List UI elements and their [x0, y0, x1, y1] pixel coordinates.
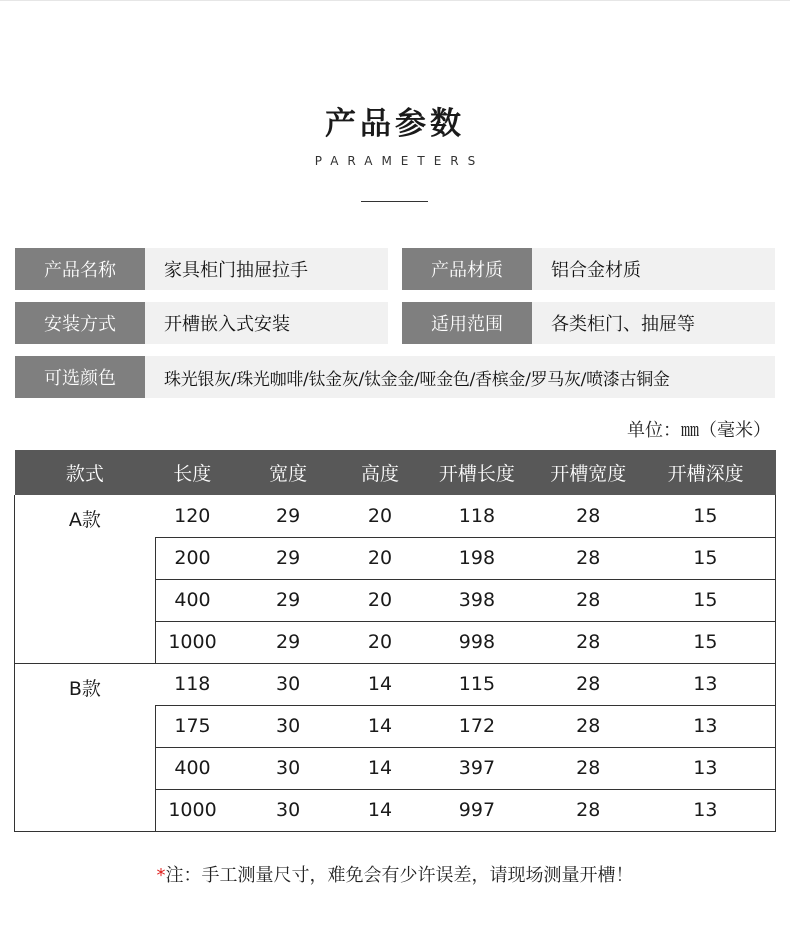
header-model: 款式 — [15, 450, 156, 495]
cell-slot-depth: 15 — [636, 621, 776, 663]
cell-length: 1000 — [155, 621, 229, 663]
cell-slot-width: 28 — [541, 495, 636, 537]
unit-label: 单位：㎜（毫米） — [627, 420, 771, 441]
cell-slot-length: 172 — [413, 705, 541, 747]
param-install-method — [15, 302, 388, 344]
page-subtitle: PARAMETERS — [314, 154, 485, 168]
cell-slot-length: 397 — [413, 747, 541, 789]
param-label: 安装方式 — [15, 302, 145, 344]
cell-slot-depth: 13 — [636, 747, 776, 789]
cell-length: 400 — [155, 579, 229, 621]
header-height: 高度 — [347, 450, 413, 495]
cell-slot-width: 28 — [541, 705, 636, 747]
cell-slot-length: 198 — [413, 537, 541, 579]
cell-length: 175 — [155, 705, 229, 747]
param-scope — [402, 302, 775, 344]
header-width: 宽度 — [229, 450, 347, 495]
cell-width: 29 — [229, 621, 347, 663]
cell-width: 29 — [229, 495, 347, 537]
cell-slot-depth: 15 — [636, 495, 776, 537]
cell-height: 20 — [347, 495, 413, 537]
cell-slot-width: 28 — [541, 663, 636, 705]
cell-slot-length: 118 — [413, 495, 541, 537]
cell-slot-depth: 13 — [636, 705, 776, 747]
cell-slot-length: 398 — [413, 579, 541, 621]
model-cell: A款 — [15, 495, 156, 663]
param-label: 产品名称 — [15, 248, 145, 290]
cell-slot-depth: 15 — [636, 537, 776, 579]
param-value: 各类柜门、抽屉等 — [532, 302, 775, 344]
param-value: 开槽嵌入式安装 — [145, 302, 388, 344]
cell-slot-length: 115 — [413, 663, 541, 705]
measurement-note — [0, 861, 790, 887]
param-value: 铝合金材质 — [532, 248, 775, 290]
param-value: 珠光银灰/珠光咖啡/钛金灰/钛金金/哑金色/香槟金/罗马灰/喷漆古铜金 — [145, 356, 775, 398]
cell-height: 14 — [347, 663, 413, 705]
cell-slot-width: 28 — [541, 537, 636, 579]
param-product-name — [15, 248, 388, 290]
cell-length: 120 — [155, 495, 229, 537]
cell-slot-width: 28 — [541, 621, 636, 663]
spec-table — [14, 450, 776, 832]
cell-length: 200 — [155, 537, 229, 579]
page-title: 产品参数 — [325, 106, 465, 142]
cell-height: 14 — [347, 789, 413, 831]
cell-height: 20 — [347, 579, 413, 621]
header-slot-depth: 开槽深度 — [636, 450, 776, 495]
header-slot-length: 开槽长度 — [413, 450, 541, 495]
cell-height: 20 — [347, 621, 413, 663]
top-divider — [0, 0, 790, 1]
param-colors — [15, 356, 775, 398]
param-label: 适用范围 — [402, 302, 532, 344]
model-cell: B款 — [15, 663, 156, 831]
note-text: 注：手工测量尺寸，难免会有少许误差，请现场测量开槽！ — [165, 865, 634, 886]
cell-slot-length: 998 — [413, 621, 541, 663]
cell-width: 30 — [229, 747, 347, 789]
cell-length: 118 — [155, 663, 229, 705]
cell-slot-width: 28 — [541, 789, 636, 831]
cell-width: 29 — [229, 537, 347, 579]
param-value: 家具柜门抽屉拉手 — [145, 248, 388, 290]
header-slot-width: 开槽宽度 — [541, 450, 636, 495]
table-row — [15, 663, 776, 705]
cell-width: 30 — [229, 705, 347, 747]
cell-slot-depth: 13 — [636, 789, 776, 831]
cell-width: 30 — [229, 663, 347, 705]
header-length: 长度 — [155, 450, 229, 495]
cell-slot-depth: 15 — [636, 579, 776, 621]
cell-slot-length: 997 — [413, 789, 541, 831]
table-header-row — [15, 450, 776, 495]
param-label: 产品材质 — [402, 248, 532, 290]
cell-slot-width: 28 — [541, 747, 636, 789]
cell-height: 14 — [347, 705, 413, 747]
cell-width: 29 — [229, 579, 347, 621]
param-label: 可选颜色 — [15, 356, 145, 398]
param-material — [402, 248, 775, 290]
note-asterisk: * — [156, 865, 166, 886]
cell-height: 14 — [347, 747, 413, 789]
cell-slot-depth: 13 — [636, 663, 776, 705]
cell-height: 20 — [347, 537, 413, 579]
cell-length: 400 — [155, 747, 229, 789]
cell-slot-width: 28 — [541, 579, 636, 621]
title-underline — [361, 201, 428, 202]
cell-width: 30 — [229, 789, 347, 831]
table-row — [15, 495, 776, 537]
cell-length: 1000 — [155, 789, 229, 831]
